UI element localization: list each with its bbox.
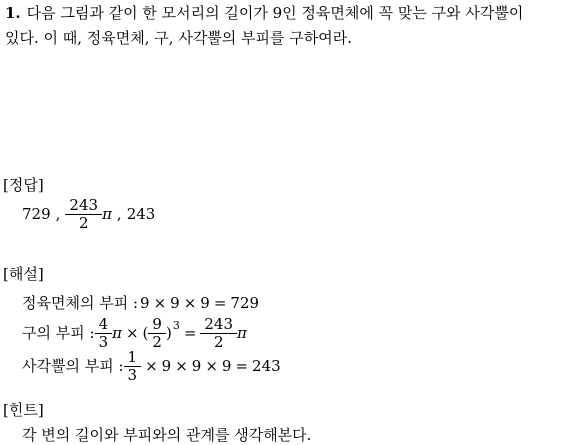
fraction-numerator: 4 bbox=[98, 314, 109, 333]
equals-sign: = bbox=[183, 324, 197, 342]
fraction-denominator: 3 bbox=[124, 366, 142, 384]
pyramid-volume-result: 243 bbox=[252, 357, 281, 375]
question-text-line-2: 있다. 이 때, 정육면체, 구, 사각뿔의 부피를 구하여라. bbox=[5, 29, 353, 47]
question-number: 1. bbox=[5, 4, 21, 22]
times-sign: × bbox=[125, 324, 139, 342]
answer-separator-2: , bbox=[116, 205, 122, 223]
sphere-volume-label: 구의 부피 : bbox=[22, 324, 95, 342]
times-sign: × bbox=[183, 294, 197, 312]
close-paren: ) bbox=[165, 324, 172, 342]
fraction-denominator: 2 bbox=[65, 214, 102, 232]
question-line-2 bbox=[5, 28, 352, 48]
fraction-one-third bbox=[126, 349, 140, 384]
hint-line bbox=[22, 425, 311, 445]
open-paren: ( bbox=[142, 324, 149, 342]
pi-symbol: π bbox=[102, 205, 112, 223]
equals-sign: = bbox=[213, 294, 227, 312]
answer-heading: [정답] bbox=[3, 176, 44, 194]
answer-cube-volume: 729 bbox=[22, 205, 51, 223]
equals-sign: = bbox=[235, 357, 249, 375]
pi-symbol: π bbox=[112, 324, 122, 342]
pyramid-volume-line bbox=[22, 344, 281, 388]
number: 9 bbox=[191, 357, 202, 375]
question-line-1 bbox=[5, 3, 523, 23]
number: 9 bbox=[221, 357, 232, 375]
number: 9 bbox=[200, 294, 210, 312]
pyramid-volume-label: 사각뿔의 부피 : bbox=[22, 357, 124, 375]
fraction-numerator: 243 bbox=[204, 314, 234, 333]
number: 9 bbox=[140, 294, 150, 312]
cube-volume-result: 729 bbox=[230, 294, 260, 312]
question-text-line-1: 다음 그림과 같이 한 모서리의 길이가 9인 정육면체에 꼭 맞는 구와 사각뿔이 bbox=[26, 4, 524, 22]
fraction-numerator: 1 bbox=[127, 347, 138, 366]
fraction-denominator: 3 bbox=[95, 333, 113, 351]
answer-sphere-fraction bbox=[67, 197, 100, 232]
answer-pyramid-volume: 243 bbox=[126, 205, 156, 223]
answer-separator-1: , bbox=[55, 205, 61, 223]
times-sign: × bbox=[205, 357, 218, 375]
number: 9 bbox=[161, 357, 172, 375]
explanation-heading: [해설] bbox=[3, 265, 44, 283]
answer-line bbox=[22, 192, 155, 236]
pi-symbol: π bbox=[237, 324, 247, 342]
fraction-denominator: 2 bbox=[148, 333, 166, 351]
times-sign: × bbox=[145, 357, 158, 375]
fraction-numerator: 243 bbox=[69, 195, 99, 214]
times-sign: × bbox=[175, 357, 188, 375]
exponent: 3 bbox=[172, 319, 180, 332]
number: 9 bbox=[170, 294, 180, 312]
times-sign: × bbox=[153, 294, 167, 312]
hint-text: 각 변의 길이와 부피와의 관계를 생각해본다. bbox=[22, 426, 312, 444]
cube-volume-label: 정육면체의 부피 : bbox=[22, 294, 139, 312]
fraction-numerator: 9 bbox=[152, 314, 162, 333]
fraction-denominator: 2 bbox=[200, 333, 237, 351]
hint-heading: [힌트] bbox=[3, 401, 44, 419]
